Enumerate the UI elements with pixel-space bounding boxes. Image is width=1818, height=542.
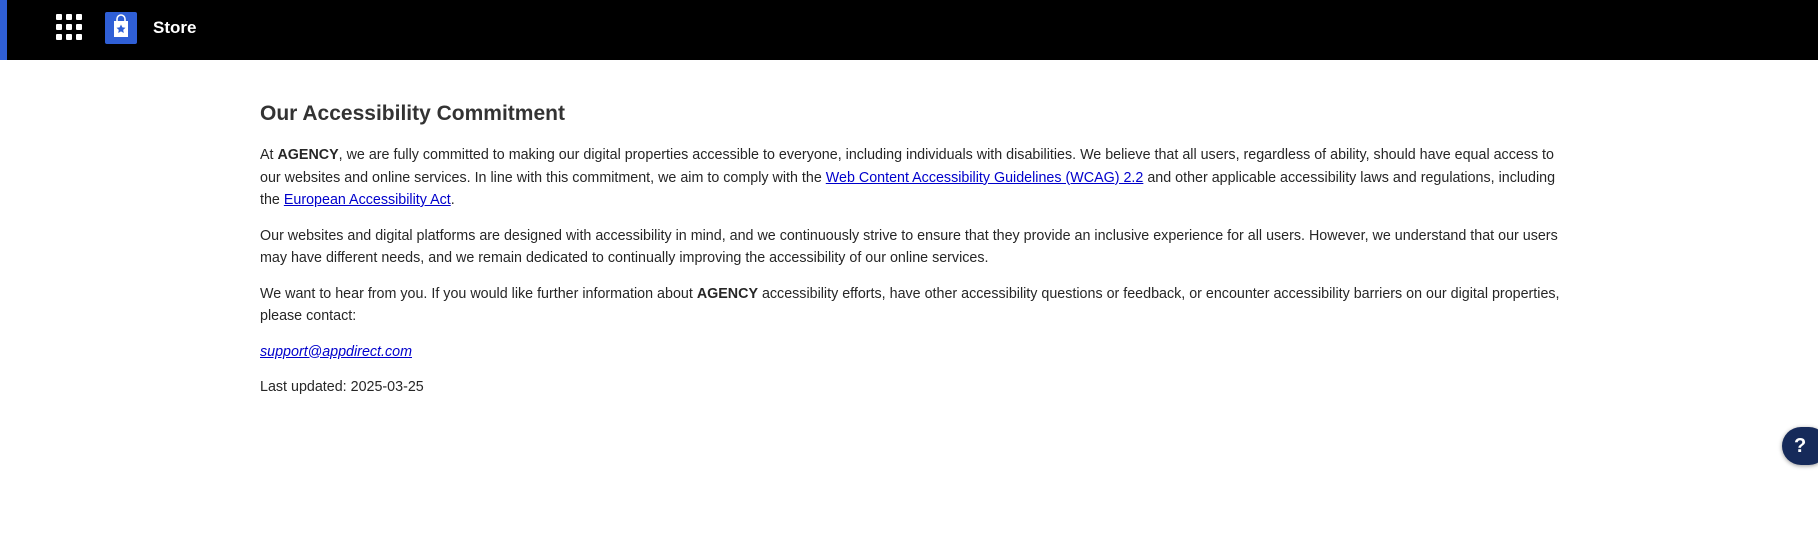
text: We want to hear from you. If you would like further information about [260,285,697,302]
intro-paragraph [260,144,1560,212]
main-content [260,100,1560,412]
email-paragraph [260,341,1560,364]
agency-name: AGENCY [277,147,339,163]
store-bag-icon[interactable] [105,12,137,44]
contact-paragraph [260,283,1560,328]
page-title: Our Accessibility Commitment [260,102,565,125]
app-title[interactable]: Store [153,18,197,37]
text: , we are fully committed to making our digital properties accessible to everyone, including individuals with disabilities. We believe that all users, regardless of ability, should have equal access to our websites and online services. In line with this commitment, we aim to comply with the [260,147,1554,186]
wcag-link[interactable]: Web Content Accessibility Guidelines (WCAG) 2.2 [825,169,1144,186]
help-button[interactable] [1782,427,1818,465]
apps-grid-icon[interactable] [56,14,82,40]
accent-stripe [0,0,7,60]
help-icon: ? [1794,435,1807,457]
eaa-link[interactable]: European Accessibility Act [283,192,451,208]
text: . [450,192,455,208]
text: and other applicable accessibility laws and regulations, including the [260,169,1556,208]
support-email-link[interactable]: support@appdirect.com [260,343,412,360]
last-updated: Last updated: 2025-03-25 [260,379,424,395]
top-bar [0,0,1818,60]
agency-name: AGENCY [696,285,758,302]
text: accessibility efforts, have other accessibility questions or feedback, or encounter accessibility barriers on our digital properties, please contact: [260,285,1560,324]
design-paragraph: Our websites and digital platforms are designed with accessibility in mind, and we continuously strive to ensure that they provide an inclusive experience for all users. However, we understand that our users may have different needs, and we remain dedicated to continually improving the accessibility of our online services. [260,227,1558,266]
text: At [260,147,278,163]
